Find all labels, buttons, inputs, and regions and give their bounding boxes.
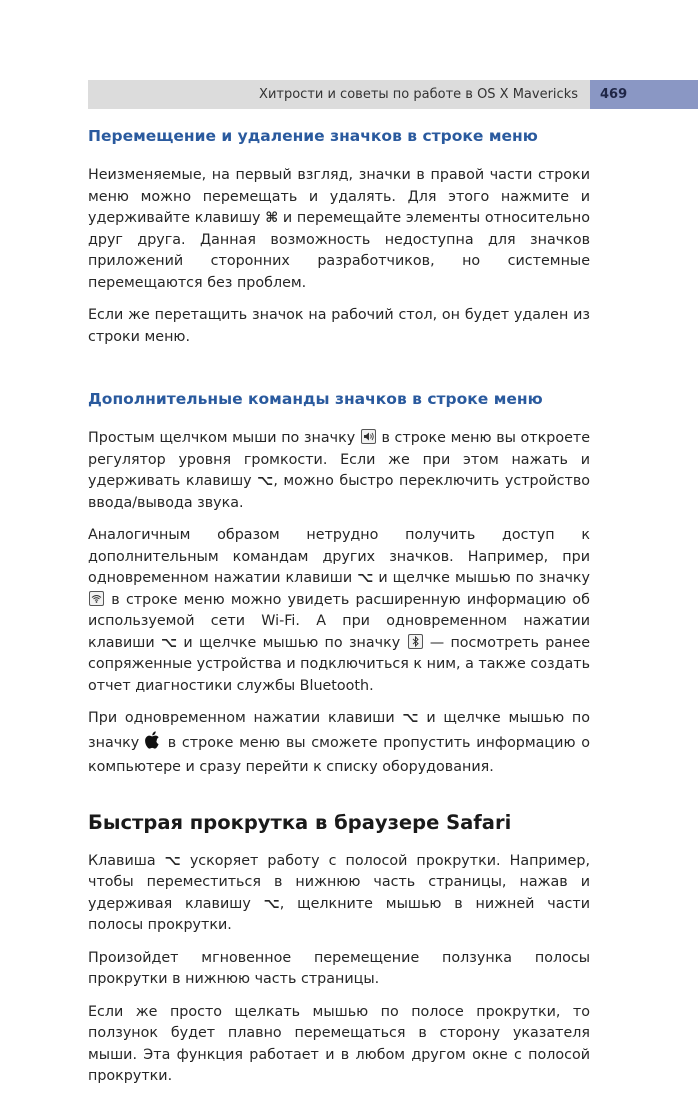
section-heading-extra-commands: Дополнительные команды значков в строке меню [88, 390, 543, 408]
running-header-title: Хитрости и советы по работе в OS X Mavericks [259, 87, 578, 102]
volume-icon [361, 429, 376, 444]
page-number: 469 [590, 80, 698, 109]
option-key-glyph: ⌥ [160, 634, 178, 651]
option-key-glyph: ⌥ [402, 710, 419, 726]
paragraph: Аналогичным образом нетрудно получить доступ к дополнительным командам других значков. Например, при одновременном нажатии клавиши ⌥ и щелчке мышью по значку в строке меню можно увидеть расширенную информацию об используемой сети Wi-Fi. А при одновременном нажатии клавиши ⌥ и щелчке мышью по значку — посмотреть ранее сопряженные устройства и подключиться к ним, а также создать отчет диагностики службы Bluetooth. [88, 527, 590, 694]
option-key-glyph: ⌥ [263, 895, 280, 912]
section-heading-safari-scroll: Быстрая прокрутка в браузере Safari [88, 810, 512, 834]
paragraph: Если же перетащить значок на рабочий стол, он будет удален из строки меню. [88, 307, 590, 345]
paragraph: Если же просто щелкать мышью по полосе прокрутки, то ползунок будет плавно перемещаться в сторону указателя мыши. Эта функция работает и в любом другом окне с полосой прокрутки. [88, 1003, 590, 1084]
command-key-glyph: ⌘ [265, 210, 279, 226]
bluetooth-icon [408, 634, 423, 649]
section-heading-move-icons: Перемещение и удаление значков в строке меню [88, 127, 538, 145]
paragraph: Неизменяемые, на первый взгляд, значки в правой части строки меню можно перемещать и удалять. Для этого нажмите и удерживайте клавишу ⌘ и перемещайте элементы относительно друг друга. Данная возможность недоступна для значков приложений сторонних разработчиков, но системные перемещаются без проблем. [88, 167, 590, 291]
page-content [88, 120, 590, 1099]
option-key-glyph: ⌥ [357, 570, 374, 586]
option-key-glyph: ⌥ [164, 852, 181, 869]
paragraph: Простым щелчком мыши по значку в строке меню вы откроете регулятор уровня громкости. Если же при этом нажать и удерживать клавишу ⌥, можно быстро переключить устройство ввода/вывода звука. [88, 430, 590, 511]
running-header [88, 80, 590, 109]
paragraph: При одновременном нажатии клавиши ⌥ и щелчке мышью по значку в строке меню вы сможете пропустить информацию о компьютере и сразу перейти к списку оборудования. [88, 710, 590, 775]
apple-icon [145, 730, 162, 758]
wifi-icon [89, 591, 104, 606]
option-key-glyph: ⌥ [257, 473, 274, 489]
paragraph: Клавиша ⌥ ускоряет работу с полосой прокрутки. Например, чтобы переместиться в нижнюю часть страницы, нажав и удерживая клавишу ⌥, щелкните мышью в нижней части полосы прокрутки. [88, 852, 590, 933]
paragraph: Произойдет мгновенное перемещение ползунка полосы прокрутки в нижнюю часть страницы. [88, 949, 590, 987]
